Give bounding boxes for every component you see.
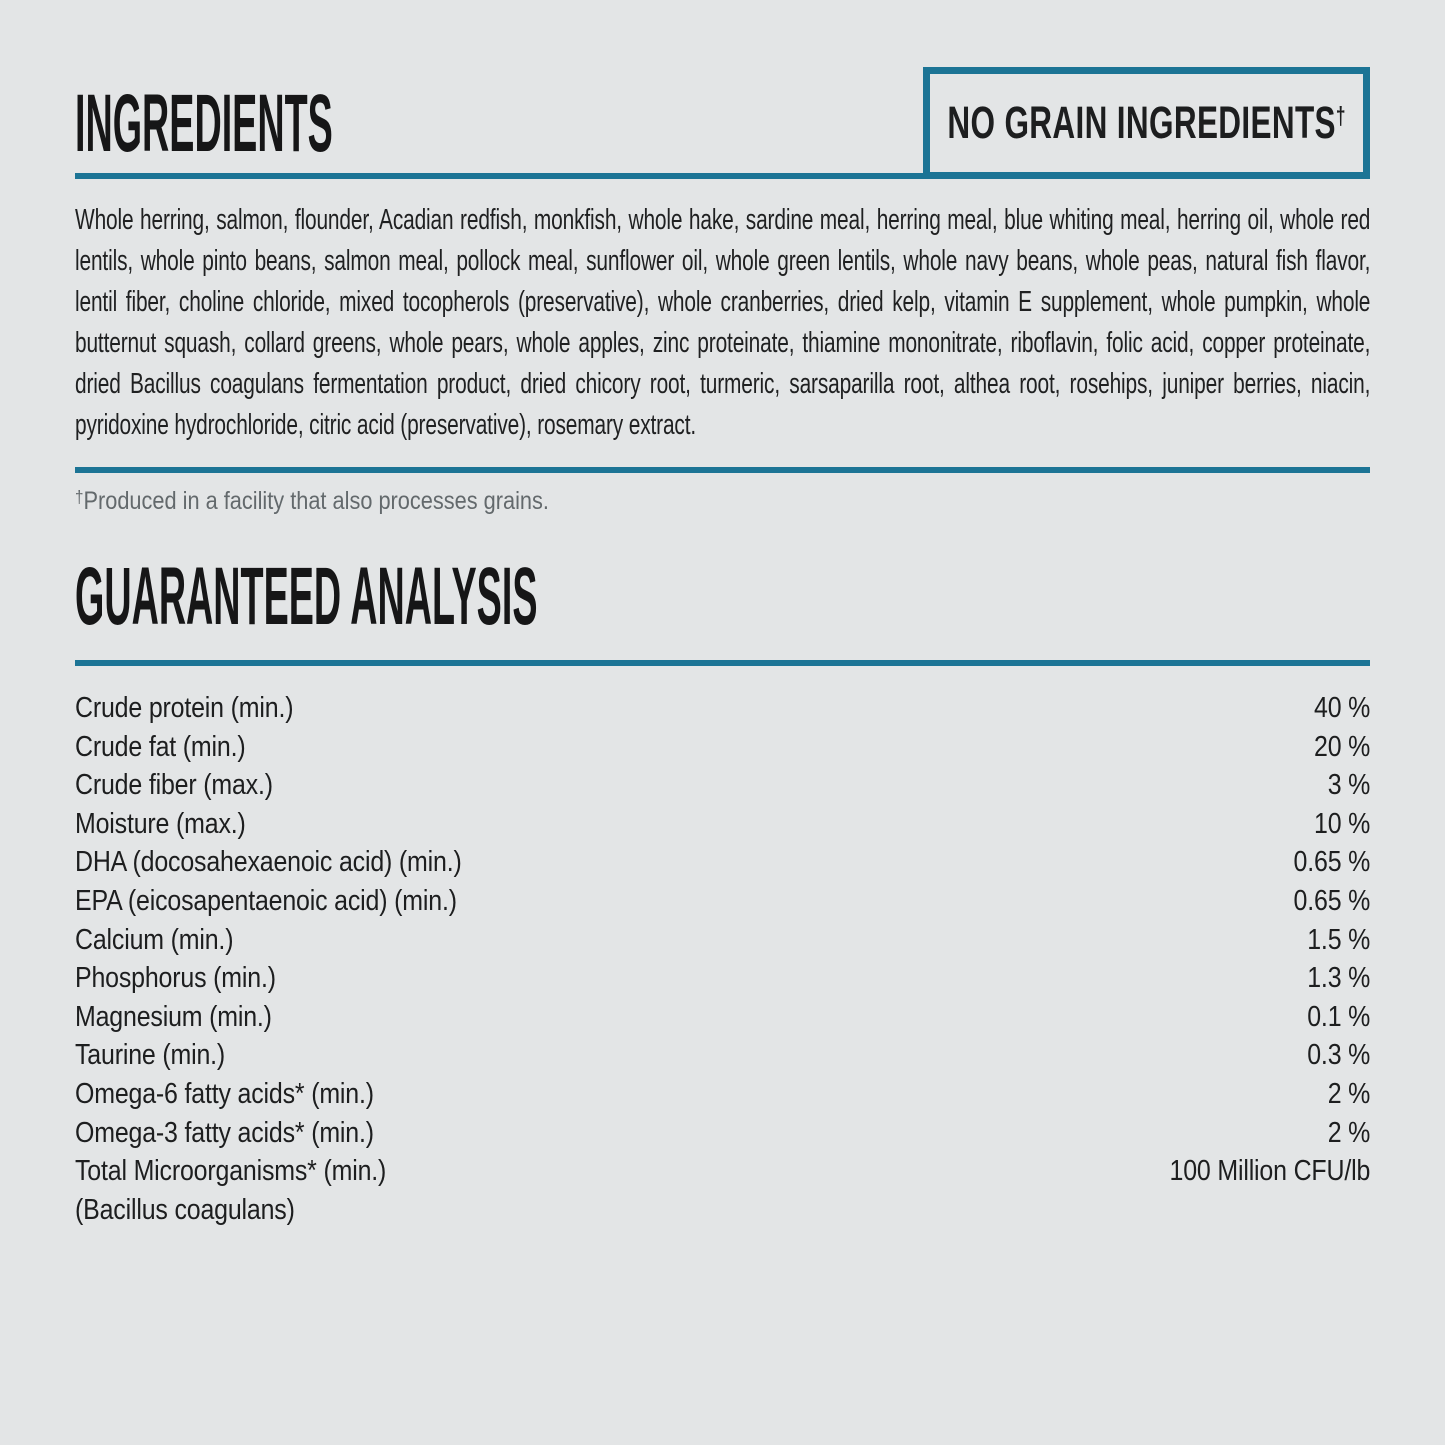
table-row bbox=[75, 882, 1370, 921]
guaranteed-analysis-rule bbox=[75, 660, 1370, 666]
table-row bbox=[75, 921, 1370, 960]
row-value: 100 Million CFU/lb bbox=[1169, 1155, 1371, 1188]
table-row bbox=[75, 728, 1370, 767]
footnote-dagger-icon: † bbox=[75, 487, 84, 507]
ingredients-body-text: Whole herring, salmon, flounder, Acadian redfish, monkfish, whole hake, sardine meal, herring meal, blue whiting meal, herring oil, whole red lentils, whole pinto beans, salmon meal, pollock meal, sunflower oil, whole green lentils, whole navy beans, whole peas, natural fish flavor, lentil fiber, choline chloride, mixed tocopherols (preservative), whole cranberries, dried kelp, vitamin E supplement, whole pumpkin, whole butternut squash, collard greens, whole pears, whole apples, zinc proteinate, thiamine mononitrate, riboflavin, folic acid, copper proteinate, dried Bacillus coagulans fermentation product, dried chicory root, turmeric, sarsaparilla root, althea root, rosehips, juniper berries, niacin, pyridoxine hydrochloride, citric acid (preservative), rosemary extract. bbox=[75, 204, 1371, 441]
row-value: 20 % bbox=[1313, 730, 1371, 763]
row-label: Crude fiber (max.) bbox=[75, 769, 273, 802]
row-label: DHA (docosahexaenoic acid) (min.) bbox=[75, 846, 462, 879]
guaranteed-analysis-header bbox=[75, 551, 1370, 642]
row-label: Taurine (min.) bbox=[75, 1039, 226, 1072]
footnote-divider-rule bbox=[75, 467, 1370, 473]
row-label: Crude fat (min.) bbox=[75, 730, 246, 763]
row-value: 0.1 % bbox=[1307, 1000, 1371, 1033]
footnote-text bbox=[75, 482, 1370, 516]
table-row bbox=[75, 1036, 1370, 1075]
row-value: 10 % bbox=[1313, 807, 1371, 840]
row-value: 40 % bbox=[1313, 692, 1371, 724]
row-value: 0.65 % bbox=[1293, 884, 1371, 917]
no-grain-badge-label bbox=[947, 97, 1346, 149]
guaranteed-analysis-title: GUARANTEED ANALYSIS bbox=[75, 551, 538, 642]
row-value: 1.5 % bbox=[1307, 923, 1371, 956]
table-row bbox=[75, 766, 1370, 805]
row-value: 0.3 % bbox=[1307, 1039, 1371, 1072]
row-value: 2 % bbox=[1327, 1077, 1371, 1110]
row-label: Omega-3 fatty acids* (min.) bbox=[75, 1116, 374, 1149]
table-row bbox=[75, 1191, 1370, 1230]
dagger-superscript: † bbox=[1335, 103, 1346, 130]
guaranteed-analysis-table bbox=[75, 689, 1370, 1229]
row-value: 3 % bbox=[1327, 769, 1371, 802]
footnote-body: Produced in a facility that also processes grains. bbox=[83, 487, 549, 515]
table-row bbox=[75, 805, 1370, 844]
table-row bbox=[75, 1075, 1370, 1114]
ingredients-title: INGREDIENTS bbox=[75, 78, 333, 169]
row-label: Omega-6 fatty acids* (min.) bbox=[75, 1077, 374, 1110]
no-grain-badge bbox=[923, 67, 1370, 179]
no-grain-badge-text: NO GRAIN INGREDIENTS bbox=[947, 97, 1336, 148]
table-row bbox=[75, 689, 1370, 728]
row-label: EPA (eicosapentaenoic acid) (min.) bbox=[75, 884, 457, 917]
row-label: Calcium (min.) bbox=[75, 923, 234, 956]
row-value: 2 % bbox=[1327, 1116, 1371, 1149]
row-label: Phosphorus (min.) bbox=[75, 962, 276, 995]
table-row bbox=[75, 1152, 1370, 1191]
table-row bbox=[75, 998, 1370, 1037]
row-label: Total Microorganisms* (min.) bbox=[75, 1155, 387, 1188]
table-row bbox=[75, 959, 1370, 998]
row-value: 1.3 % bbox=[1307, 962, 1371, 995]
row-value: 0.65 % bbox=[1293, 846, 1371, 879]
ingredients-header bbox=[75, 0, 1370, 179]
row-label: Crude protein (min.) bbox=[75, 692, 294, 724]
row-label: Moisture (max.) bbox=[75, 807, 246, 840]
row-label: (Bacillus coagulans) bbox=[75, 1193, 295, 1226]
row-label: Magnesium (min.) bbox=[75, 1000, 272, 1033]
table-row bbox=[75, 843, 1370, 882]
table-row bbox=[75, 1114, 1370, 1153]
